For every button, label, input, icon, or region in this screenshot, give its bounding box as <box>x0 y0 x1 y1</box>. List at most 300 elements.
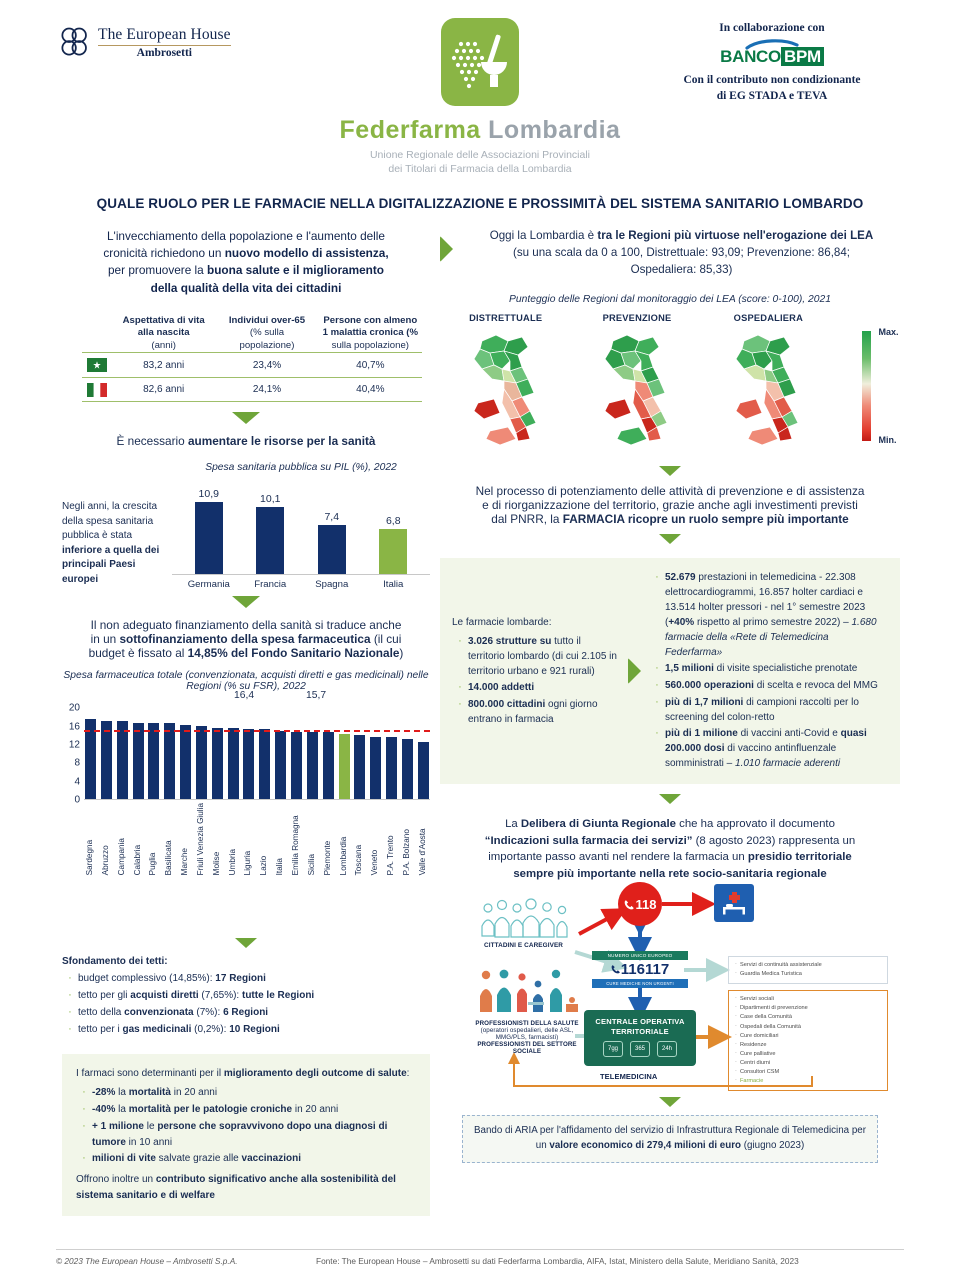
p2: rispetto al primo semestre 2022) – <box>694 617 852 629</box>
italy-flag-icon <box>87 383 107 397</box>
region-bar <box>101 721 112 799</box>
y-tick: 4 <box>74 776 80 788</box>
y-tick: 16 <box>68 721 80 733</box>
b2: quasi 200.000 dosi <box>665 728 867 755</box>
lea-lead-1b: tra le Regioni più virtuose nell'erogazione dei LEA <box>597 229 874 242</box>
pil-chart-block <box>62 462 430 590</box>
region-label: Friuli Venezia Giulia <box>195 803 205 876</box>
federfarma-subtitle-line-1: Unione Regionale delle Associazioni Provinciali <box>369 149 591 161</box>
bullet-dot-icon: · <box>82 1086 86 1099</box>
italia-annotation: 16,4 <box>234 690 255 702</box>
aria-text-b: valore economico di 279,4 milioni di euro <box>549 1140 742 1152</box>
lombardia-word: Lombardia <box>488 116 621 144</box>
pil-note-b: inferiore a quella dei principali Paesi europei <box>62 544 160 585</box>
clock-24h-icon: 24h <box>657 1041 677 1057</box>
col3-head-3: sulla popolazione) <box>331 339 409 351</box>
calendar-365-icon: 365 <box>630 1041 650 1057</box>
list-item <box>452 697 620 727</box>
region-bar <box>133 723 144 799</box>
sotto-line-2c: (il cui <box>370 632 402 647</box>
region-label: Liguria <box>243 851 253 876</box>
page-title: QUALE RUOLO PER LE FARMACIE NELLA DIGITALIZZAZIONE E PROSSIMITÀ DEL SISTEMA SANITARIO LOMBARDO <box>96 196 864 211</box>
region-bar <box>259 729 270 799</box>
p: di scelta e revoca del MMG <box>753 680 878 692</box>
t: tetto per gli <box>78 990 131 1002</box>
box2-item: · Centri diurni <box>734 1059 882 1068</box>
bullet-dot-icon: · <box>655 571 659 584</box>
sotto-line-3c: ) <box>399 646 404 661</box>
outcome-item-2 <box>92 1102 416 1118</box>
sotto-line-1: Il non adeguato finanziamento della sanità si traduce anche <box>90 618 402 633</box>
list-item <box>649 570 888 660</box>
region-label: Campania <box>116 838 126 876</box>
t: budget complessivo (14,85%): <box>78 973 216 985</box>
pil-chart <box>172 462 430 590</box>
outcome-intro-a: I farmaci sono determinanti per il <box>76 1067 224 1079</box>
risorse-text-a: È necessario <box>116 434 188 449</box>
servizi-list <box>649 570 888 772</box>
lombardia-annotation: 15,7 <box>306 690 327 702</box>
footer-row <box>0 1256 960 1266</box>
delibera-3a: importante passo avanti nel rendere la farmacia un <box>488 851 748 864</box>
servizi-item-1 <box>665 570 888 660</box>
territorial-network-diagram <box>440 890 900 1095</box>
b2: persone che sopravvivono dopo una diagnosi di tumore <box>92 1121 388 1148</box>
regional-pharma-chart <box>62 670 430 875</box>
pnrr-statement <box>440 484 900 526</box>
sotto-line-3a: budget è fissato al <box>88 646 188 661</box>
professionals-line-2: (operatori ospedalieri, delle ASL, <box>480 1027 574 1035</box>
region-bar <box>418 742 429 799</box>
b: convenzionata <box>124 1007 194 1019</box>
t2: (7%): <box>193 1007 224 1019</box>
p: di campioni raccolti per lo screening del colon-retto <box>665 697 859 724</box>
region-label: Abruzzo <box>100 845 110 876</box>
regional-chart-title: Spesa farmaceutica totale (convenzionata, acquisti diretti e gas medicinali) nelle Regioni (% su FSR), 2022 <box>63 670 429 693</box>
banco-word: BANCO <box>720 47 781 66</box>
map-caption: OSPEDALIERA <box>733 313 803 324</box>
professionals-line-3: MMG/PLS, farmacisti) <box>495 1034 559 1042</box>
professionals-group-icon <box>474 966 582 1018</box>
arrow-to-sottofinanziamento <box>62 596 430 608</box>
region-label: Sardegna <box>85 840 94 876</box>
p: di visite specialistiche prenotate <box>713 663 858 675</box>
b: acquisti diretti <box>130 990 199 1002</box>
aria-text-c: (giugno 2023) <box>741 1140 805 1152</box>
m: salvate grazie alle <box>155 1153 242 1165</box>
region-label: Piemonte <box>322 841 332 876</box>
farmacie-item-1 <box>468 634 620 679</box>
regional-bars <box>84 708 430 800</box>
box2-item: · Cure domiciliari <box>734 1032 882 1041</box>
list-item <box>62 1005 430 1021</box>
region-bar-lombardia <box>339 734 350 800</box>
logo-line-2: Ambrosetti <box>136 47 193 59</box>
federfarma-word: Federfarma <box>339 116 481 144</box>
b2: 6 Regioni <box>223 1007 269 1019</box>
list-item <box>452 634 620 679</box>
partner-block <box>632 22 912 104</box>
sfondamento-heading: Sfondamento dei tetti: <box>62 955 168 967</box>
t: tetto della <box>78 1007 125 1019</box>
delibera-1a: La <box>505 818 521 831</box>
region-bar <box>228 728 239 800</box>
arrow-to-delibera <box>440 794 900 804</box>
source-text: Fonte: The European House – Ambrosetti su dati Federfarma Lombardia, AIFA, Istat, Ministero della Salute, Meridiano Sanità, 2023 <box>316 1256 799 1266</box>
phone-icon <box>624 899 635 910</box>
regional-y-axis <box>62 702 84 806</box>
italy-map-icon <box>464 327 548 449</box>
m: la <box>115 1104 129 1116</box>
b: 52.679 <box>665 572 696 584</box>
pil-chart-bars <box>172 480 430 575</box>
num-118: 118 <box>635 896 657 912</box>
hospital-badge-icon <box>714 884 754 922</box>
lead-line-3a: per promuovere la <box>108 263 208 278</box>
legend-gradient-bar <box>862 327 899 446</box>
box2-item: · Cure palliative <box>734 1050 882 1059</box>
region-label: Puglia <box>148 852 158 876</box>
pil-bar-group <box>248 480 292 574</box>
i: 1.680 farmacie della «Rete di Telemedicina Federfarma» <box>665 617 877 659</box>
region-bar <box>148 723 159 799</box>
b: 3.026 strutture su <box>468 635 552 647</box>
lea-lead-3: Ospedaliera: 85,33) <box>630 262 733 276</box>
pil-value-label: 10,1 <box>260 493 281 506</box>
table-header-over65 <box>215 315 318 352</box>
region-bar <box>164 723 175 800</box>
table-row <box>82 352 422 377</box>
table-header-life-expectancy <box>112 315 215 352</box>
p: in 10 anni <box>125 1136 173 1148</box>
lea-lead-1a: Oggi la Lombardia è <box>489 229 598 242</box>
b: 14.000 addetti <box>468 681 535 693</box>
mortar-pestle-icon <box>441 18 519 106</box>
delibera-4: sempre più importante nella rete socio-sanitaria regionale <box>513 867 827 880</box>
pil-bar-highlight <box>379 529 407 574</box>
list-item <box>649 661 888 677</box>
pnrr-line-1: Nel processo di potenziamento delle attività di prevenzione e di assistenza <box>475 484 865 499</box>
federfarma-wordmark <box>0 116 960 145</box>
box2-item: · Servizi sociali <box>734 995 882 1004</box>
region-bar <box>212 728 223 799</box>
region-label: Lombardia <box>338 836 348 876</box>
arrow-to-sfondamento <box>62 938 430 948</box>
pil-bar <box>195 502 223 574</box>
map-caption: PREVENZIONE <box>602 313 672 324</box>
health-professionals-illustration <box>474 966 582 1020</box>
region-bar <box>354 735 365 799</box>
y-tick: 8 <box>74 757 80 769</box>
outcome-intro <box>76 1066 416 1082</box>
pnrr-line-3b: FARMACIA ricopre un ruolo sempre più importante <box>562 512 849 527</box>
footer-divider <box>56 1249 904 1250</box>
italy-map-icon <box>595 327 679 449</box>
region-bar <box>323 732 334 799</box>
logo-line-1: The European House <box>98 26 231 43</box>
hospital-bed-icon <box>720 890 748 916</box>
table-header-chronic <box>319 315 422 352</box>
list-item <box>649 695 888 725</box>
b: 800.000 cittadini <box>468 698 546 710</box>
outcome-item-1 <box>92 1085 416 1101</box>
farmacie-item-2 <box>468 680 620 696</box>
b2: mortalità per le patologie croniche <box>128 1104 293 1116</box>
green-arrow-right-icon <box>620 658 649 684</box>
region-bar <box>243 729 254 799</box>
b2: 10 Regioni <box>229 1023 280 1035</box>
sfondamento-block <box>62 954 430 1038</box>
delibera-2a: “Indicazioni sulla farmacia dei servizi” <box>484 834 693 847</box>
col2-head-3: popolazione) <box>239 339 295 351</box>
p: ogni giorno entrano in farmacia <box>468 698 598 725</box>
italy-map-icon <box>726 327 810 449</box>
cot-line-1: CENTRALE OPERATIVA <box>595 1017 685 1027</box>
lombardia-flag-cell <box>82 358 112 372</box>
servizi-territoriali-box <box>728 990 888 1090</box>
region-label: Calabria <box>132 845 142 876</box>
col1-head-3: (anni) <box>151 339 176 351</box>
lead-line-2a: cronicità richiedono un <box>103 246 225 261</box>
outcome-item-3 <box>92 1119 416 1150</box>
list-item <box>76 1085 416 1101</box>
centrale-operativa-territoriale-box <box>584 1010 696 1066</box>
b2: tutte le Regioni <box>241 990 315 1002</box>
b2: mortalità <box>128 1087 171 1099</box>
right-column <box>440 228 900 1163</box>
regional-category-labels <box>84 800 430 875</box>
region-label: Lazio <box>259 856 269 876</box>
bullet-dot-icon: · <box>655 662 659 675</box>
sottofinanziamento-statement <box>62 618 430 660</box>
collaboration-label: In collaborazione con <box>719 22 825 34</box>
t2: (0,2%): <box>191 1023 230 1035</box>
pil-category: Spagna <box>315 579 349 591</box>
outcome-closing-a: Offrono inoltre un <box>76 1174 156 1186</box>
region-bar-italia <box>275 731 286 800</box>
arrow-to-risorse <box>62 412 430 424</box>
cell-chronic-italia: 40,4% <box>356 384 385 396</box>
citizens-caregivers-illustration <box>478 896 578 942</box>
list-item <box>649 726 888 771</box>
pil-category-labels <box>172 575 430 590</box>
pnrr-line-2: e di riorganizzazione del territorio, grazie anche agli investimenti previsti <box>482 498 858 513</box>
b: -28% <box>92 1087 116 1099</box>
pil-side-note <box>62 462 172 590</box>
col3-head-2: 1 malattia cronica (% <box>322 327 419 339</box>
bullet-dot-icon: · <box>655 696 659 709</box>
legend-max-label: Max. <box>878 327 899 338</box>
box1-item: · Servizi di continuità assistenziale <box>734 961 882 970</box>
map-distrettuale <box>440 313 571 454</box>
m: le <box>143 1121 158 1133</box>
region-label: Basilicata <box>164 840 174 876</box>
arrow-to-pnrr <box>440 466 900 476</box>
list-item <box>76 1151 416 1167</box>
copyright-text: © 2023 The European House – Ambrosetti S.p.A. <box>56 1256 238 1266</box>
lead-line-4: della qualità della vita dei cittadini <box>150 280 342 295</box>
phone-icon <box>611 963 621 975</box>
outcome-item-4 <box>92 1151 416 1167</box>
p: in 20 anni <box>170 1087 218 1099</box>
continuita-assistenziale-box <box>728 956 888 984</box>
aria-bando-box <box>462 1115 878 1162</box>
table-row <box>82 377 422 402</box>
threshold-line <box>84 730 430 732</box>
bullet-dot-icon: · <box>82 1120 86 1133</box>
b: più di 1 milione <box>665 728 738 740</box>
risorse-statement <box>62 434 430 448</box>
b2: vaccinazioni <box>241 1153 301 1165</box>
pil-category: Francia <box>254 579 287 591</box>
box2-item: · Dipartimenti di prevenzione <box>734 1004 882 1013</box>
p2: di vaccino antinfluenzale somministrati – <box>665 743 837 770</box>
servizi-item-2 <box>665 661 888 677</box>
bullet-dot-icon: · <box>82 1152 86 1165</box>
pil-bar-group <box>310 480 354 574</box>
left-column <box>62 228 430 1216</box>
pil-value-label: 6,8 <box>385 515 401 528</box>
box2-item: · Ospedali della Comunità <box>734 1023 882 1032</box>
list-item <box>62 1022 430 1038</box>
lea-lead-text <box>463 228 900 278</box>
sfondamento-item-3 <box>78 1005 430 1021</box>
contribution-note-line-1: Con il contributo non condizionante <box>683 74 861 86</box>
bullet-dot-icon: · <box>68 1022 72 1035</box>
farmacie-item-3 <box>468 697 620 727</box>
sotto-line-2a: in un <box>90 632 120 647</box>
sfondamento-item-4 <box>78 1022 430 1038</box>
list-item <box>62 988 430 1004</box>
region-label: Italia <box>275 858 285 876</box>
region-bar <box>307 732 318 799</box>
aria-text-a: Bando di ARIA per l'affidamento del servizio di Infrastruttura Regionale di Telemedicina per un <box>474 1125 866 1152</box>
outcome-salute-box <box>62 1054 430 1216</box>
b: più di 1,7 milioni <box>665 697 744 709</box>
legend-min-label: Min. <box>878 435 897 446</box>
bullet-dot-icon: · <box>68 989 72 1002</box>
region-label: Toscana <box>354 845 364 876</box>
116117-top-caption: NUMERO UNICO EUROPEO <box>592 951 688 960</box>
cot-icon-row <box>584 1041 696 1057</box>
y-tick: 12 <box>68 739 80 751</box>
b: milioni di vite <box>92 1153 156 1165</box>
map-legend <box>834 313 900 446</box>
pnrr-line-3a: dal PNRR, la <box>491 512 563 527</box>
bullet-dot-icon: · <box>82 1103 86 1116</box>
arrow-to-aria <box>440 1097 900 1107</box>
delibera-1c: che ha approvato il documento <box>675 818 835 831</box>
family-group-icon <box>478 896 578 940</box>
map-ospedaliera <box>703 313 834 454</box>
p: di vaccini anti-Covid e <box>737 728 841 740</box>
map-prevenzione <box>571 313 702 454</box>
116117-bottom-caption: CURE MEDICHE NON URGENTI <box>592 979 688 988</box>
number-116117-block <box>592 951 688 988</box>
bullet-dot-icon: · <box>458 634 462 647</box>
cot-line-2: TERRITORIALE <box>611 1027 669 1037</box>
pil-bar <box>256 507 284 574</box>
bullet-dot-icon: · <box>68 1006 72 1019</box>
box2-item: · Residenze <box>734 1041 882 1050</box>
num-116117 <box>592 960 688 979</box>
bullet-dot-icon: · <box>458 697 462 710</box>
delibera-3b: presidio territoriale <box>747 851 852 864</box>
outcome-closing <box>76 1172 416 1203</box>
p: prestazioni in telemedicina - 22.308 elettrocardiogrammi, 16.857 holter cardiaci e 13.514 holter pressori - nel 1° semestre 2023 ( <box>665 572 866 629</box>
lea-chart-title: Punteggio delle Regioni dal monitoraggio dei LEA (score: 0-100), 2021 <box>509 294 831 306</box>
region-bar <box>370 737 381 799</box>
list-item <box>76 1102 416 1118</box>
farmacie-lead: Le farmacie lombarde: <box>452 616 552 628</box>
pil-category: Italia <box>383 579 404 591</box>
delibera-statement <box>440 816 900 882</box>
federfarma-badge-icon <box>441 18 519 106</box>
lead-line-2b: nuovo modello di assistenza, <box>224 246 389 261</box>
region-label: P.A. Trento <box>386 835 396 876</box>
delibera-2b: (8 agosto 2023) rappresenta un <box>692 834 856 847</box>
region-label: P.A. Bolzano <box>401 829 411 876</box>
outcome-intro-c: : <box>406 1067 410 1079</box>
sfondamento-item-1 <box>78 971 430 987</box>
b: 17 Regioni <box>215 973 266 985</box>
delibera-1b: Delibera di Giunta Regionale <box>520 818 676 831</box>
cell-chronic-lombardia: 40,7% <box>356 359 385 371</box>
b2: +40% <box>668 617 695 629</box>
region-label: Marche <box>180 848 190 876</box>
b: 560.000 operazioni <box>665 680 754 692</box>
cell-life-expectancy-lombardia: 83,2 anni <box>143 359 185 371</box>
risorse-text-b: aumentare le risorse per la sanità <box>187 434 376 449</box>
region-label: Valle d'Aosta <box>417 828 427 876</box>
lead-line-3b: buona salute e il miglioramento <box>207 263 384 278</box>
page-footer <box>0 1249 960 1266</box>
professionals-label-block <box>466 1020 588 1055</box>
sotto-line-3b: 14,85% del Fondo Sanitario Nazionale <box>187 646 400 661</box>
outcome-closing-b: contributo significativo anche alla sostenibilità del sistema sanitario e di welfare <box>76 1174 396 1201</box>
lea-lead-2: (su una scala da 0 a 100, Distrettuale: 93,09; Prevenzione: 86,84; <box>512 245 851 259</box>
t: tetto per i <box>78 1023 123 1035</box>
bullet-dot-icon: · <box>68 972 72 985</box>
pil-chart-title: Spesa sanitaria pubblica su PIL (%), 2022 <box>205 462 397 474</box>
contribution-note-line-2: di EG STADA e TEVA <box>716 89 828 102</box>
box1-item: · Guardia Medica Turistica <box>734 970 882 979</box>
professionals-line-1: PROFESSIONISTI DELLA SALUTE <box>475 1020 579 1028</box>
list-item <box>452 680 620 696</box>
lead-line-1: L'invecchiamento della popolazione e l'aumento delle <box>107 229 385 243</box>
lombardia-flag-icon <box>87 358 107 372</box>
region-label: Molise <box>211 851 221 876</box>
italy-flag-cell <box>82 383 112 397</box>
list-item <box>62 971 430 987</box>
pil-bar <box>318 525 346 574</box>
list-item <box>649 678 888 694</box>
i: 1.010 farmacie aderenti <box>735 758 841 770</box>
list-item <box>76 1119 416 1150</box>
pil-note-a: Negli anni, la crescita della spesa sanitaria pubblica è stata <box>62 501 158 542</box>
b: gas medicinali <box>122 1023 192 1035</box>
professionals-line-4: PROFESSIONISTI DEL SETTORE SOCIALE <box>477 1041 577 1056</box>
table-header-row <box>82 315 422 352</box>
outcome-intro-b: miglioramento degli outcome di salute <box>223 1067 407 1079</box>
col1-head-1: Aspettativa di vita <box>122 314 205 326</box>
box2-item: · Consultori CSM <box>734 1068 882 1077</box>
region-bar <box>402 739 413 800</box>
box2-item: · Case della Comunità <box>734 1013 882 1022</box>
m: la <box>115 1087 129 1099</box>
pil-value-label: 7,4 <box>324 511 340 524</box>
demographics-table <box>82 315 422 402</box>
